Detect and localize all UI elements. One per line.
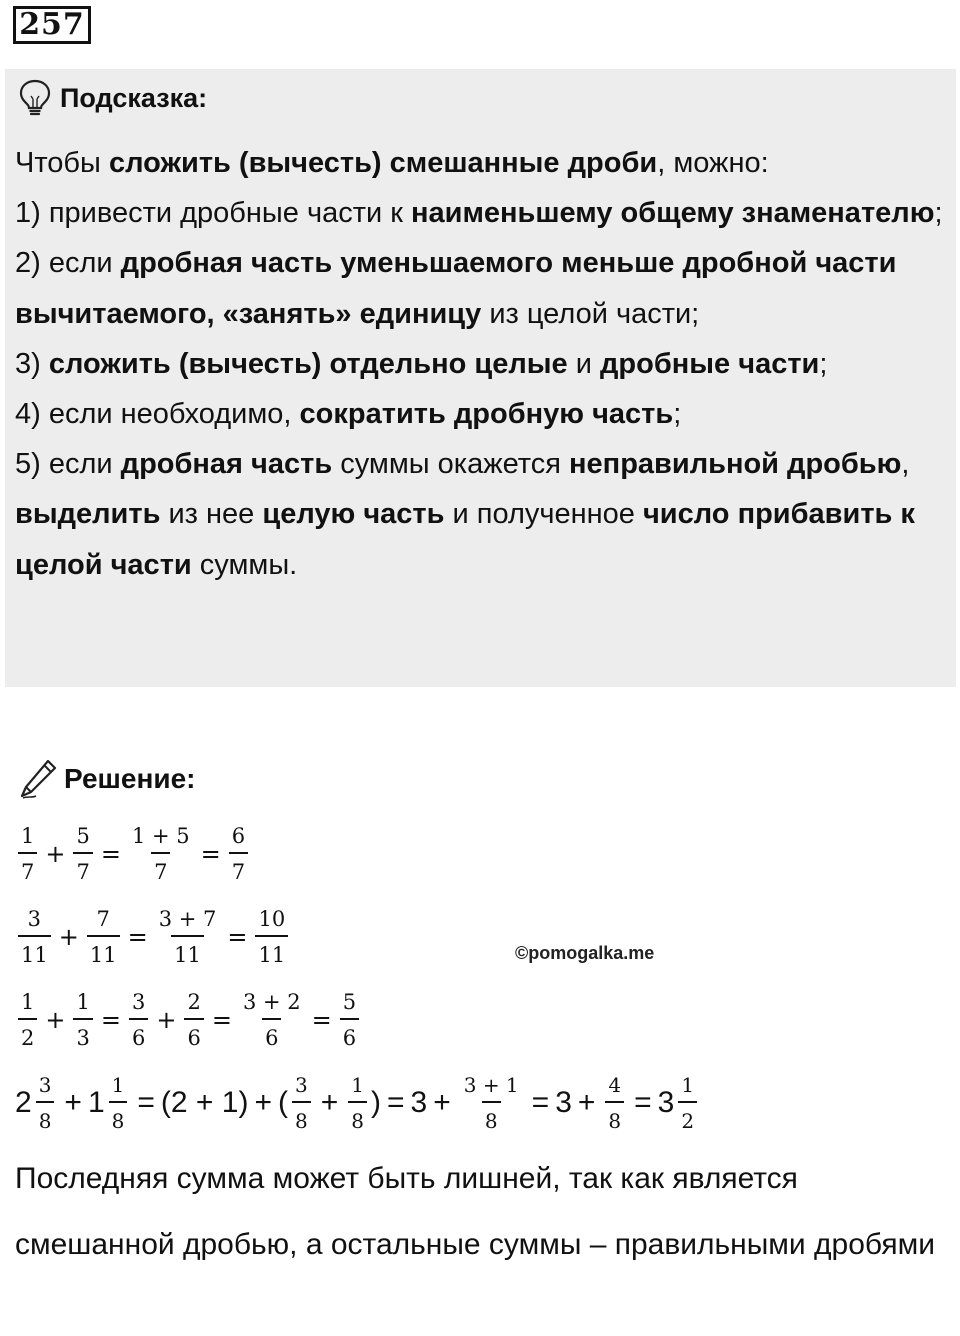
solution-title: Решение: [64,763,196,794]
fraction: $\frac{3}{6}$ [129,991,148,1049]
fraction: $\frac{4}{8}$ [605,1074,624,1132]
hint-text [15,138,945,590]
hint-step-3: 3) сложить (вычесть) отдельно целые и дробные части; [15,347,828,380]
fraction: $\frac{5}{7}$ [73,825,92,883]
fraction: $\frac{2}{6}$ [184,991,203,1049]
fraction: $\frac{1 + 5}{7}$ [131,824,190,884]
fraction: $\frac{1}{2}$ [18,991,37,1049]
fraction: $\frac{3 + 1}{8}$ [463,1073,519,1133]
hint-header [18,78,207,118]
fraction: $\frac{3}{8}$ [292,1074,311,1132]
hint-intro: Чтобы сложить (вычесть) смешанные дроби, можно: [15,147,769,179]
fraction: $\frac{3 + 2}{6}$ [242,990,301,1050]
hint-step-2: 2) если дробная часть уменьшаемого меньше дробной части вычитаемого, «занять» единицу из целой части; [15,247,897,330]
fraction: $\frac{1}{2}$ [678,1074,697,1132]
fraction: $\frac{6}{7}$ [229,825,248,883]
equation-2: $\frac{3}{11}$ + $\frac{7}{11}$ = $\frac{3 + 7}{11}$ = $\frac{10}{11}$ [15,908,291,966]
lightbulb-icon [18,79,52,117]
fraction: $\frac{7}{11}$ [87,908,120,966]
hint-step-5: 5) если дробная часть суммы окажется неправильной дробью, выделить из нее целую часть и полученное число прибавить к целой части суммы. [15,448,915,581]
equation-1: $\frac{1}{7}$ + $\frac{5}{7}$ = $\frac{1 + 5}{7}$ = $\frac{6}{7}$ [15,825,251,883]
fraction: $\frac{1}{7}$ [18,825,37,883]
task-number: 257 [13,6,91,44]
fraction: $\frac{3}{8}$ [36,1074,55,1132]
fraction: $\frac{3}{11}$ [18,908,51,966]
hint-step-4: 4) если необходимо, сократить дробную часть; [15,398,682,431]
fraction: $\frac{1}{8}$ [109,1074,128,1132]
fraction: $\frac{3 + 7}{11}$ [158,907,217,967]
fraction: $\frac{5}{6}$ [340,991,359,1049]
solution-header [18,756,195,802]
hint-title: Подсказка: [60,82,208,113]
fraction: $\frac{1}{8}$ [348,1074,367,1132]
hint-step-1: 1) привести дробные части к наименьшему общему знаменателю; [15,197,943,230]
equation-4: 2 $\frac{3}{8}$ + 1 $\frac{1}{8}$ = (2 + 1) + ( $\frac{3}{8}$ + $\frac{1}{8}$ ) = 3 + $\frac{3 + 1}{8}$ = 3 + $\frac{4}{8}$ = 3 $\frac{1}{2}$ [15,1074,701,1132]
equation-3: $\frac{1}{2}$ + $\frac{1}{3}$ = $\frac{3}{6}$ + $\frac{2}{6}$ = $\frac{3 + 2}{6}$ = $\frac{5}{6}$ [15,991,362,1049]
pencil-icon [18,758,58,800]
conclusion-text: Последняя сумма может быть лишней, так как является смешанной дробью, а остальные суммы – правильными дробями [15,1162,936,1261]
fraction: $\frac{10}{11}$ [255,908,288,966]
fraction: $\frac{1}{3}$ [73,991,92,1049]
watermark: ©pomogalka.me [515,943,655,963]
